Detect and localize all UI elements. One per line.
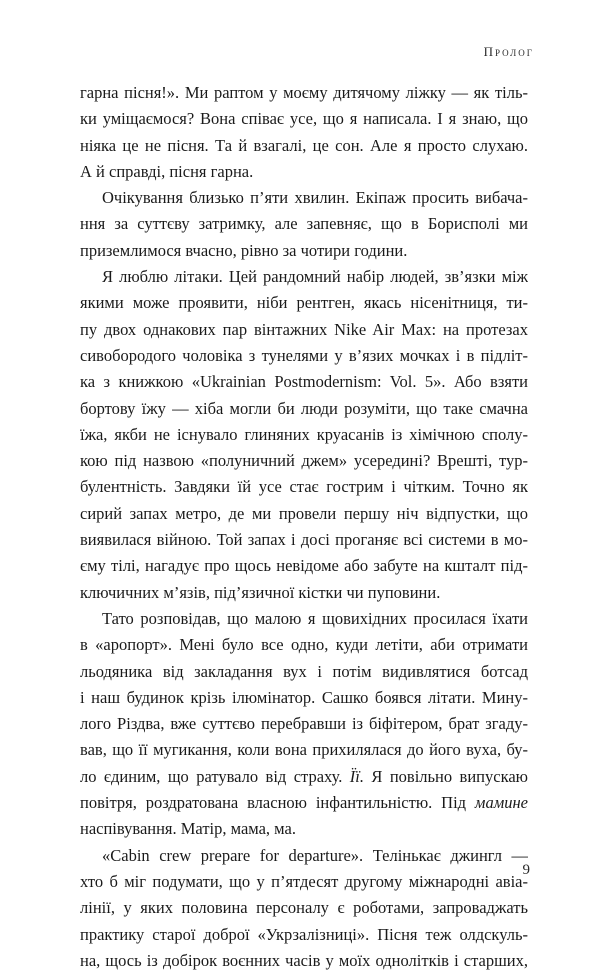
text-line: ніяка це не пісня. Та й взагалі, це сон. Але я просто слухаю. xyxy=(80,135,528,155)
text-line: льодяника від закладання вух і потім видивлятися ботсад xyxy=(80,661,528,681)
text-line: вав, що її мугикання, коли вона прихилялася до його вуха, бу- xyxy=(80,740,528,760)
text-line: А й справді, пісня гарна. xyxy=(80,161,254,181)
text-line: і наш будинок крізь ілюмінатор. Сашко боявся літати. Мину- xyxy=(80,687,528,707)
text-line: приземлимося вчасно, рівно за чотири години. xyxy=(80,240,408,260)
running-head: Пролог xyxy=(483,44,534,59)
text-line: сивобородого чоловіка з тунелями у в’язих мочках і в підліт- xyxy=(80,345,528,365)
text-line: бортову їжу — хіба могли би люди розуміти, що таке смачна xyxy=(80,398,528,418)
text-line: гарна пісня!». Ми раптом у моєму дитячому ліжку — як тіль- xyxy=(80,83,528,102)
text-line: якими може проявити, ніби рентген, якась нісенітниця, ти- xyxy=(80,293,528,313)
page-number: 9 xyxy=(522,862,530,878)
body-text xyxy=(80,80,528,974)
text-line: Тато розповідав, що малою я щовихідних просилася їхати xyxy=(102,608,528,628)
text-line: єму тілі, нагадує про щось невідоме або забуте на кшталт під- xyxy=(80,556,528,576)
text-line: лінії, у яких половина персоналу є роботами, запроваджать xyxy=(80,898,528,918)
text-line: ло єдиним, що ратувало від страху. Її. Я повільно випускаю xyxy=(80,766,528,786)
text-line: Я люблю літаки. Цей рандомний набір людей, зв’язки між xyxy=(102,267,528,287)
text-line: пу двох однакових пар вінтажних Nike Air Max: на протезах xyxy=(80,319,528,339)
text-line: хто б міг подумати, що у п’ятдесят другому міжнародні авіа- xyxy=(80,871,528,891)
text-line: на, щось із добірок воєнних часів у моїх однолітків і старших, xyxy=(80,950,528,970)
text-line: сирий запах метро, де ми провели першу ніч відпустки, що xyxy=(80,503,528,523)
text-line: кою під назвою «полуничний джем» усередині? Врешті, тур- xyxy=(80,451,528,471)
text-line: ключичних м’язів, під’язичної кістки чи пуповини. xyxy=(80,582,441,602)
text-line: практику старої доброї «Укрзалізниці». Пісня теж олдскуль- xyxy=(80,924,528,944)
text-line: наспівування. Матір, мама, ма. xyxy=(80,819,296,839)
text-line: ка з книжкою «Ukrainian Postmodernism: Vol. 5». Або взяти xyxy=(80,372,528,392)
text-line: повітря, роздратована власною інфантильністю. Під мамине xyxy=(80,793,528,813)
text-line: їжа, якби не існувало глиняних круасанів із хімічною сполу- xyxy=(80,424,528,444)
text-line: «Cabin crew prepare for departure». Телінькає джингл — xyxy=(102,845,528,865)
text-line: Очікування близько п’яти хвилин. Екіпаж просить вибача- xyxy=(102,188,528,208)
text-line: булентність. Завдяки їй усе стає гострим і чітким. Точно як xyxy=(80,477,528,497)
text-line: виявилася війною. Той запах і досі проганяє всі системи в мо- xyxy=(80,530,528,550)
text-line: ки уміщаємося? Вона співає усе, що я написала. І я знаю, що xyxy=(80,109,528,129)
text-line: в «аропорт». Мені було все одно, куди летіти, аби отримати xyxy=(80,635,528,655)
text-line: ння за суттєву затримку, але запевняє, що в Борисполі ми xyxy=(80,214,528,234)
text-line: лого Різдва, вже суттєво перебравши із біфітером, брат згаду- xyxy=(80,714,528,734)
